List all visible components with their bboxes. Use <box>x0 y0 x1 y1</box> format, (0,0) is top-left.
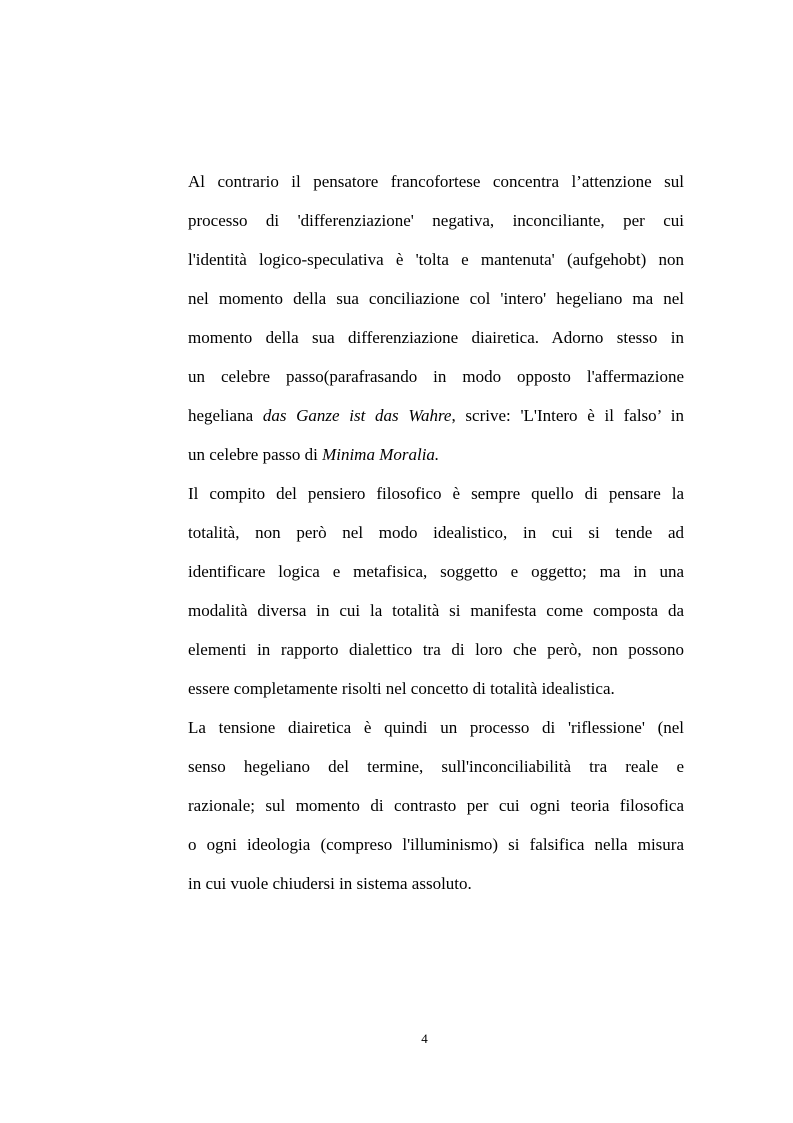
text-line <box>188 162 684 201</box>
text-line <box>188 669 684 708</box>
text-line <box>188 318 684 357</box>
text-run: totalità, non però nel modo idealistico, in cui si tende ad <box>188 523 684 542</box>
page-number: 4 <box>421 1031 428 1046</box>
text-line <box>188 708 684 747</box>
text-run: hegeliana <box>188 406 263 425</box>
text-run: o ogni ideologia (compreso l'illuminismo) si falsifica nella misura <box>188 835 684 854</box>
text-run: modalità diversa in cui la totalità si manifesta come composta da <box>188 601 684 620</box>
text-run: essere completamente risolti nel concetto di totalità idealistica. <box>188 679 615 698</box>
text-run: nel momento della sua conciliazione col 'intero' hegeliano ma nel <box>188 289 684 308</box>
paragraph <box>188 474 684 708</box>
text-run: Al contrario il pensatore francofortese concentra l’attenzione sul <box>188 172 684 191</box>
text-line <box>188 786 684 825</box>
text-run: La tensione diairetica è quindi un processo di 'riflessione' (nel <box>188 718 684 737</box>
text-run: processo di 'differenziazione' negativa, inconciliante, per cui <box>188 211 684 230</box>
text-run: un celebre passo(parafrasando in modo opposto l'affermazione <box>188 367 684 386</box>
text-line <box>188 747 684 786</box>
text-line <box>188 552 684 591</box>
text-line <box>188 630 684 669</box>
text-run: senso hegeliano del termine, sull'inconciliabilità tra reale e <box>188 757 684 776</box>
text-run: in cui vuole chiudersi in sistema assoluto. <box>188 874 472 893</box>
italic-phrase: Minima Moralia. <box>322 445 440 464</box>
body-text <box>188 162 684 903</box>
text-run: un celebre passo di <box>188 445 323 464</box>
paragraph <box>188 162 684 474</box>
text-line <box>188 396 684 435</box>
text-line <box>188 825 684 864</box>
text-run: , scrive: 'L'Intero è il falso’ in <box>451 406 684 425</box>
italic-phrase: das Ganze ist das Wahre <box>262 406 452 425</box>
text-line <box>188 435 684 474</box>
text-run: momento della sua differenziazione diairetica. Adorno stesso in <box>188 328 684 347</box>
text-run: elementi in rapporto dialettico tra di loro che però, non possono <box>188 640 684 659</box>
text-run: l'identità logico-speculativa è 'tolta e mantenuta' (aufgehobt) non <box>188 250 684 269</box>
text-line <box>188 474 684 513</box>
text-run: Il compito del pensiero filosofico è sempre quello di pensare la <box>188 484 684 503</box>
text-line <box>188 591 684 630</box>
text-run: identificare logica e metafisica, soggetto e oggetto; ma in una <box>188 562 684 581</box>
text-line <box>188 279 684 318</box>
text-line <box>188 513 684 552</box>
text-line <box>188 201 684 240</box>
text-line <box>188 240 684 279</box>
paragraph <box>188 708 684 903</box>
text-run: razionale; sul momento di contrasto per cui ogni teoria filosofica <box>188 796 684 815</box>
text-line <box>188 357 684 396</box>
text-line <box>188 864 684 903</box>
